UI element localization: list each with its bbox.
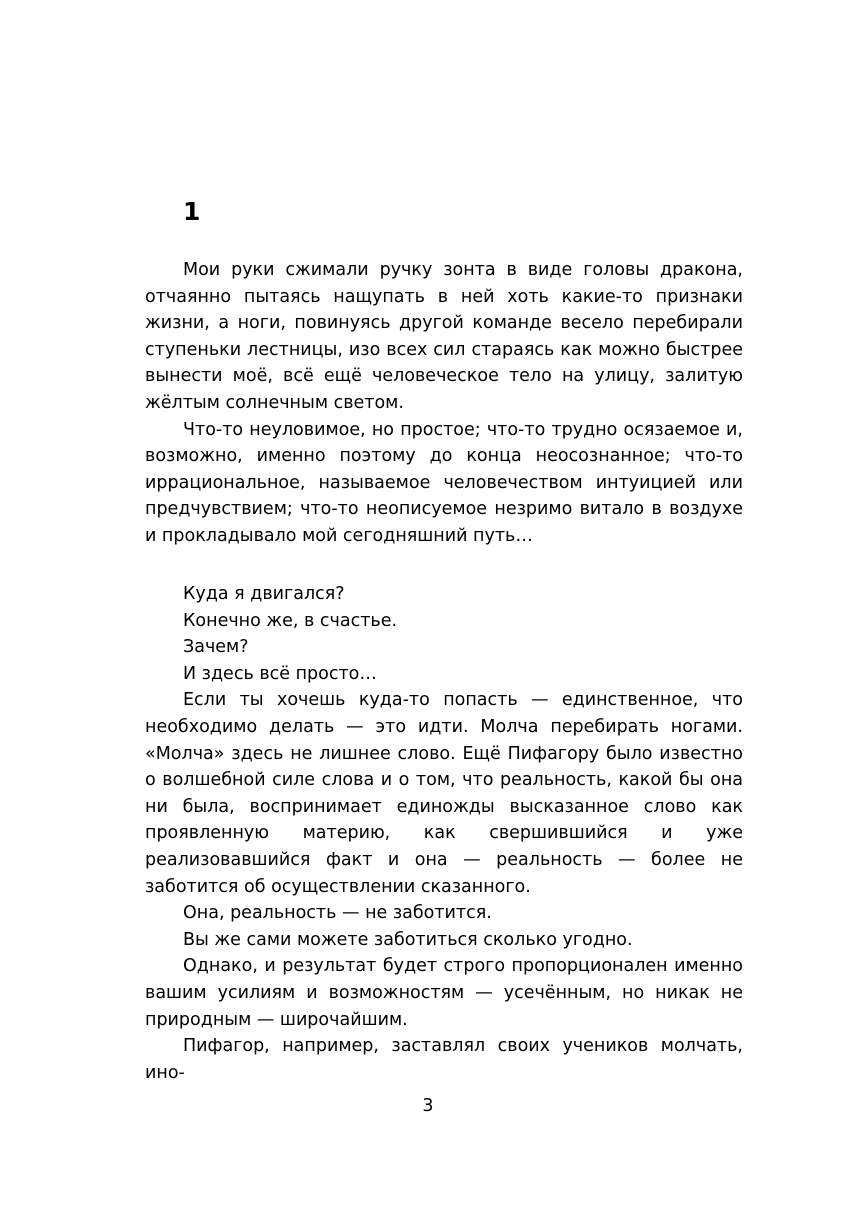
page-number: 3 bbox=[422, 1096, 434, 1116]
paragraph: Если ты хочешь куда-то попасть — единственное, что необходимо делать — это идти. Молча перебирать ногами. «Молча» здесь не лишнее слово. Ещё Пифагору было известно о волшебной силе слова и о том, что реальность, какой бы она ни была, воспринимает единожды высказанное слово как проявленную материю, как свершившийся и уже реализовавшийся факт и она — реальность — более не заботится об осуществлении сказанного. bbox=[145, 690, 743, 897]
paragraph: Она, реальность — не заботится. bbox=[183, 903, 492, 924]
paragraph: Что-то неуловимое, но простое; что-то трудно осязаемое и, возможно, именно поэтому до конца неосознанное; что-то иррациональное, называемое человечеством интуицией или предчувствием; что-то неописуемое незримо витало в воздухе и прокладывало мой сегодняшний путь… bbox=[145, 419, 743, 546]
section-1-text bbox=[145, 257, 743, 550]
paragraph: Пифагор, например, заставлял своих учеников молчать, ино- bbox=[145, 1036, 743, 1083]
section-2-text bbox=[145, 581, 743, 1086]
paragraph: Зачем? bbox=[183, 637, 249, 658]
chapter-number: 1 bbox=[183, 197, 201, 226]
paragraph: Вы же сами можете заботиться сколько угодно. bbox=[183, 929, 633, 950]
paragraph: Куда я двигался? bbox=[183, 584, 345, 604]
paragraph: Конечно же, в счастье. bbox=[183, 610, 398, 631]
paragraph: Однако, и результат будет строго пропорционален именно вашим усилиям и возможностям — усечённым, но никак не природным — широчайшим. bbox=[145, 956, 743, 1030]
paragraph: И здесь всё просто… bbox=[183, 663, 377, 684]
paragraph: Мои руки сжимали ручку зонта в виде головы дракона, отчаянно пытаясь нащупать в ней хоть какие-то признаки жизни, а ноги, повинуясь другой команде весело перебирали ступеньки лестницы, изо всех сил стараясь как можно быстрее вынести моё, всё ещё человеческое тело на улицу, залитую жёлтым солнечным светом. bbox=[145, 260, 743, 413]
